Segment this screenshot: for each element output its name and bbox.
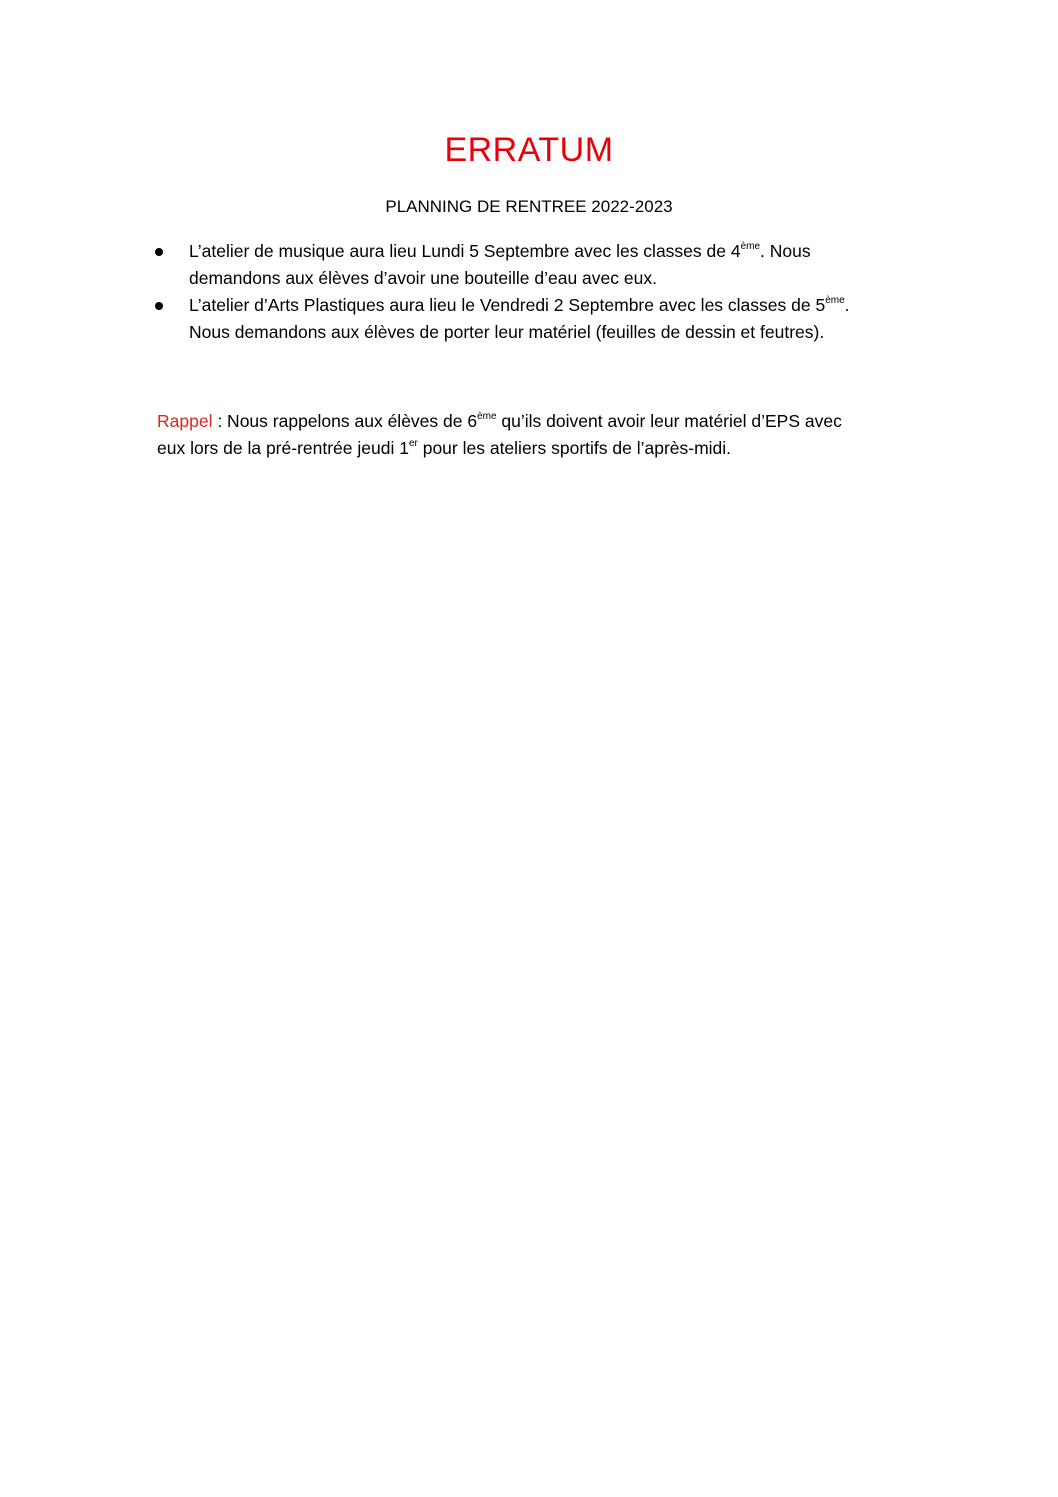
bullet-text-line2: demandons aux élèves d’avoir une bouteille d’eau avec eux.: [189, 268, 657, 288]
bullet-text-line1-end: . Nous: [760, 241, 811, 261]
superscript: ème: [825, 295, 845, 307]
reminder-text-c: eux lors de la pré-rentrée jeudi 1: [157, 438, 409, 458]
reminder-text-b: qu’ils doivent avoir leur matériel d’EPS avec: [496, 411, 842, 431]
reminder-paragraph: [157, 408, 927, 462]
reminder-text-d: pour les ateliers sportifs de l’après-midi.: [417, 438, 732, 458]
bullet-list: [155, 238, 925, 346]
bullet-text-line1-end: .: [844, 295, 850, 315]
bullet-icon: [155, 302, 163, 310]
document-subtitle: PLANNING DE RENTREE 2022-2023: [385, 197, 673, 216]
reminder-label: Rappel: [157, 411, 213, 431]
bullet-icon: [155, 248, 163, 256]
reminder-text-a: : Nous rappelons aux élèves de 6: [212, 411, 478, 431]
superscript: ème: [477, 411, 497, 423]
bullet-text-line1: L’atelier de musique aura lieu Lundi 5 Septembre avec les classes de 4: [189, 241, 741, 261]
document-title: ERRATUM: [444, 131, 614, 169]
superscript: er: [408, 438, 418, 450]
bullet-text-line2: Nous demandons aux élèves de porter leur matériel (feuilles de dessin et feutres).: [189, 322, 825, 342]
superscript: ème: [740, 241, 761, 253]
list-item: [155, 292, 925, 346]
bullet-text-line1: L’atelier d’Arts Plastiques aura lieu le Vendredi 2 Septembre avec les classes de 5: [189, 295, 826, 315]
list-item: [155, 238, 925, 292]
